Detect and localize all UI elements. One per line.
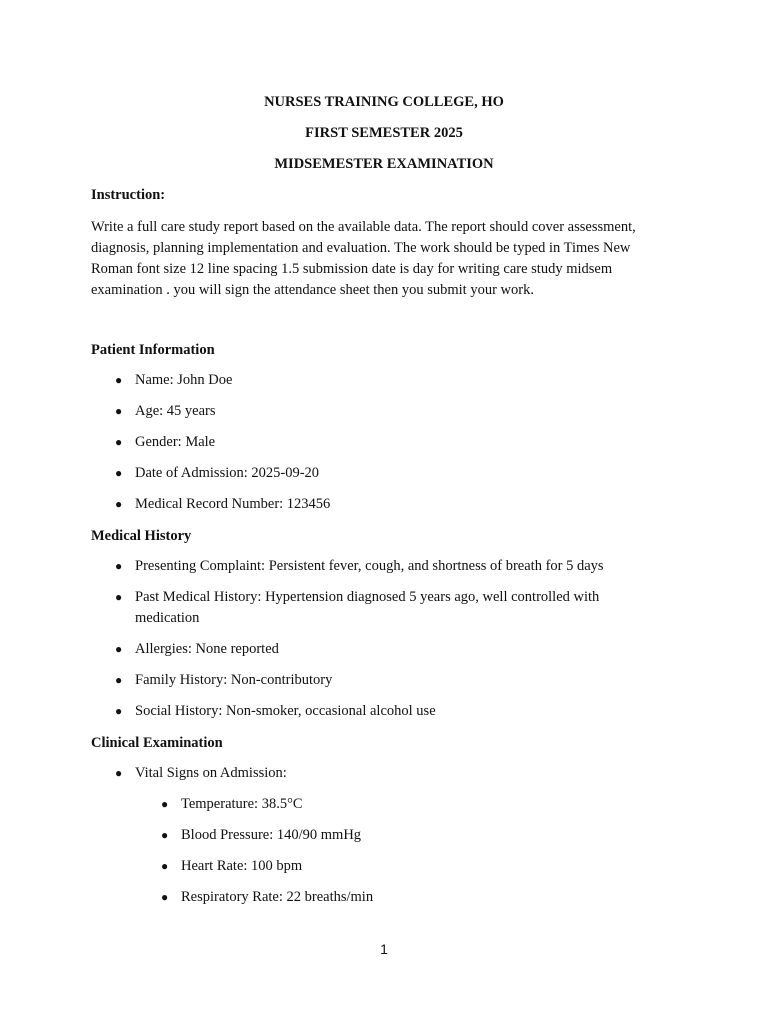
list-item: ● Blood Pressure: 140/90 mmHg	[181, 825, 681, 846]
list-item: ● Temperature: 38.5°C	[181, 794, 681, 815]
list-item: ● Age: 45 years	[135, 401, 675, 422]
vital-signs-list	[161, 794, 681, 908]
list-item: ● Medical Record Number: 123456	[135, 494, 675, 515]
bullet-icon: ●	[161, 797, 169, 811]
clinical-exam-heading: Clinical Examination	[91, 735, 223, 751]
patient-info-list	[115, 370, 675, 515]
bullet-icon: ●	[115, 373, 123, 387]
medical-history-heading: Medical History	[91, 528, 192, 544]
bullet-icon: ●	[161, 828, 169, 842]
bullet-icon: ●	[161, 890, 169, 904]
medical-history-list	[115, 556, 675, 722]
bullet-icon: ●	[161, 859, 169, 873]
list-item: ● Date of Admission: 2025-09-20	[135, 463, 675, 484]
bullet-icon: ●	[115, 642, 123, 656]
list-item: ● Respiratory Rate: 22 breaths/min	[181, 887, 681, 908]
exam-title: MIDSEMESTER EXAMINATION	[274, 156, 494, 172]
instruction-label: Instruction:	[91, 187, 166, 203]
list-item: ● Heart Rate: 100 bpm	[181, 856, 681, 877]
list-item: ● Vital Signs on Admission:	[135, 763, 675, 784]
bullet-icon: ●	[115, 435, 123, 449]
bullet-icon: ●	[115, 466, 123, 480]
college-title: NURSES TRAINING COLLEGE, HO	[264, 94, 504, 110]
bullet-icon: ●	[115, 590, 123, 604]
list-item: ● Gender: Male	[135, 432, 675, 453]
page-number: 1	[380, 941, 388, 957]
semester-title: FIRST SEMESTER 2025	[305, 125, 463, 141]
bullet-icon: ●	[115, 404, 123, 418]
bullet-icon: ●	[115, 766, 123, 780]
list-item: ● Allergies: None reported	[135, 639, 675, 660]
patient-info-heading: Patient Information	[91, 342, 215, 358]
clinical-exam-list	[115, 763, 675, 784]
instruction-text: Write a full care study report based on the available data. The report should cover assessment, diagnosis, planning implementation and evaluation. The work should be typed in Times New Roman font size 12 line spacing 1.5 submission date is day for writing care study midsem examination . you will sign the attendance sheet then you submit your work.	[91, 219, 636, 298]
bullet-icon: ●	[115, 497, 123, 511]
list-item: ● Past Medical History: Hypertension diagnosed 5 years ago, well controlled with medication	[115, 589, 600, 626]
bullet-icon: ●	[115, 673, 123, 687]
bullet-icon: ●	[115, 704, 123, 718]
list-item: ● Name: John Doe	[135, 370, 675, 391]
list-item: ● Social History: Non-smoker, occasional alcohol use	[135, 701, 675, 722]
list-item: ● Presenting Complaint: Persistent fever, cough, and shortness of breath for 5 days	[135, 556, 675, 577]
list-item: ● Family History: Non-contributory	[135, 670, 675, 691]
bullet-icon: ●	[115, 559, 123, 573]
